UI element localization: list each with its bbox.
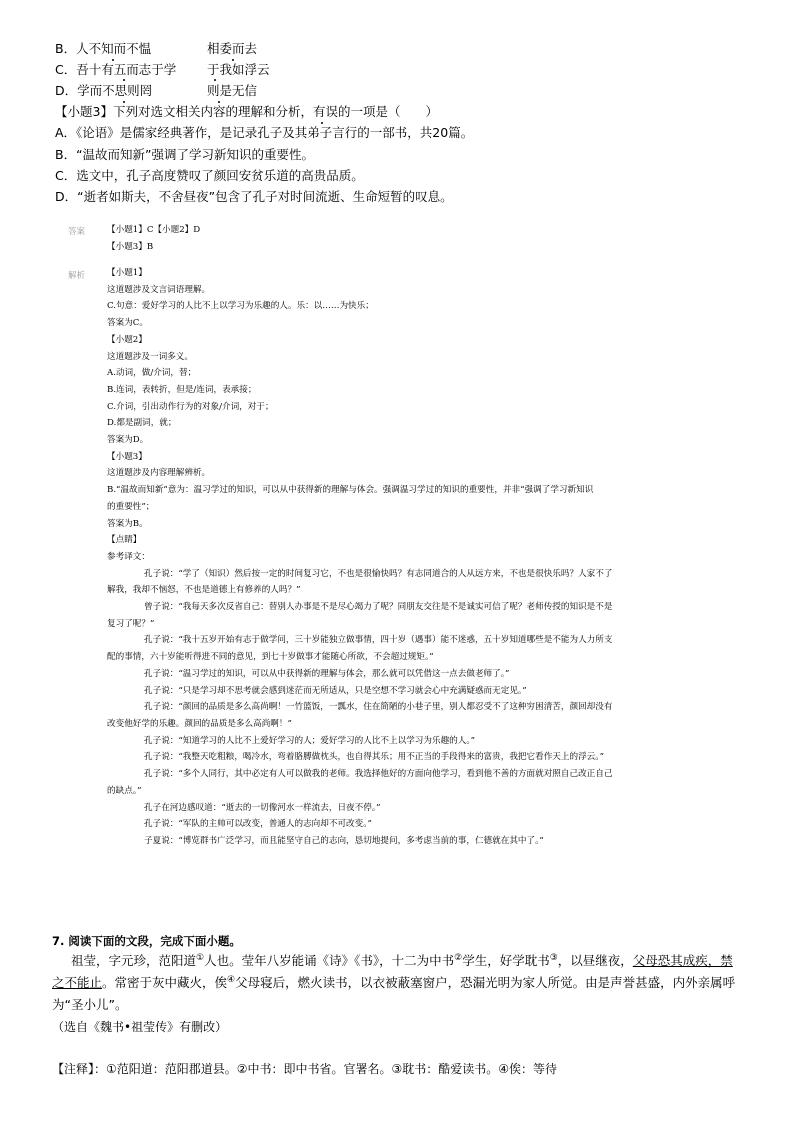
translation-line: 孔子说：“温习学过的知识，可以从中获得新的理解与体会，那么就可以凭借这一点去做老师了。” bbox=[144, 668, 510, 679]
translation-line: 孔子说：“多个人同行，其中必定有人可以做我的老师。我选择他好的方面向他学习，看到他不善的方面就对照自己改正自己 bbox=[144, 769, 613, 780]
question-7-heading: 7. 阅读下面的文段，完成下面小题。 bbox=[52, 934, 241, 948]
emphasis-dot bbox=[232, 59, 234, 61]
analysis-line: B.连词，表转折，但是/连词，表承接； bbox=[107, 384, 257, 395]
translation-line: 孔子说：“我十五岁开始有志于做学问，三十岁能独立做事情，四十岁（遇事）能不迷惑，五十岁知道哪些是不能为人力所支 bbox=[144, 635, 613, 646]
q3-option-c: C．选文中，孔子高度赞叹了颜回安贫乐道的高贵品质。 bbox=[55, 168, 364, 183]
analysis-line: 的重要性”； bbox=[107, 501, 155, 512]
option-d-text: D．学而不思则罔 bbox=[55, 83, 153, 98]
emphasis-dot bbox=[214, 79, 216, 81]
underlined-sentence: 父母恐其成疾，禁之不能止 bbox=[52, 953, 733, 990]
footnote-4-marker: ④ bbox=[227, 974, 236, 985]
option-c-text: C．吾十有五而志于学 bbox=[55, 62, 177, 77]
translation-line: 的缺点。” bbox=[107, 785, 142, 796]
translation-line: 孔子在河边感叹道：“逝去的一切像河水一样流去，日夜不停。” bbox=[144, 802, 381, 813]
analysis-line: 答案为C。 bbox=[107, 318, 148, 329]
analysis-line: 参考译文： bbox=[107, 551, 150, 562]
answer-line: 【小题3】B bbox=[107, 241, 154, 252]
analysis-block bbox=[107, 265, 747, 850]
analysis-line: C.介词，引出动作行为的对象/介词，对于； bbox=[107, 401, 274, 412]
question-7-passage bbox=[52, 950, 742, 1016]
question-3-stem: 【小题3】下列对选文相关内容的理解和分析，有误的一项是（ ） bbox=[55, 104, 438, 119]
footnote-2-marker: ② bbox=[454, 952, 463, 963]
analysis-line: 这道题涉及内容理解辨析。 bbox=[107, 468, 211, 479]
analysis-line: B.“温故而知新”意为：温习学过的知识，可以从中获得新的理解与体会。强调温习学过的知识的重要性，并非“强调了学习新知识 bbox=[107, 485, 594, 496]
emphasis-dot bbox=[123, 101, 125, 103]
analysis-line: 答案为B。 bbox=[107, 518, 148, 529]
q3-option-a: A．《论语》是儒家经典著作，是记录孔子及其弟子言行的一部书，共20篇。 bbox=[55, 125, 474, 140]
translation-line: 曾子说：“我每天多次反省自己：替别人办事是不是尽心竭力了呢？同朋友交往是不是诚实可信了呢？老师传授的知识是不是 bbox=[144, 602, 613, 613]
q3-option-b: B．“温故而知新”强调了学习新知识的重要性。 bbox=[55, 147, 315, 162]
translation-line: 孔子说：“学了（知识）然后按一定的时间复习它，不也是很愉快吗？有志同道合的人从远方来，不也是很快乐吗？人家不了 bbox=[144, 568, 613, 579]
passage-notes: 【注释】：①范阳道：范阳郡道县。②中书：即中书省。官署名。③耽书：酷爱读书。④俟：等待 bbox=[52, 1062, 558, 1076]
option-d-row bbox=[55, 83, 258, 99]
translation-line: 孔子说：“军队的主帅可以改变，普通人的志向却不可改变。” bbox=[144, 819, 372, 830]
analysis-line: 这道题涉及文言词语理解。 bbox=[107, 284, 211, 295]
emphasis-dot bbox=[112, 59, 114, 61]
analysis-line: 【小题2】 bbox=[107, 334, 147, 345]
option-b-text: B．人不知而不愠 bbox=[55, 41, 152, 56]
emphasis-dot bbox=[321, 122, 323, 124]
emphasis-dot bbox=[123, 79, 125, 81]
analysis-line: 【点睛】 bbox=[107, 535, 142, 546]
analysis-label: 解析 bbox=[68, 271, 86, 281]
option-b-row bbox=[55, 41, 258, 57]
analysis-line: D.都是副词，就； bbox=[107, 418, 177, 429]
q3-option-d: D．“逝者如斯夫，不舍昼夜”包含了孔子对时间流逝、生命短暂的叹息。 bbox=[55, 189, 453, 204]
analysis-line: 【小题1】 bbox=[107, 268, 147, 278]
answer-block bbox=[107, 222, 200, 255]
footnote-1-marker: ① bbox=[196, 952, 205, 963]
footnote-3-marker: ③ bbox=[549, 952, 558, 963]
emphasis-dot bbox=[218, 101, 220, 103]
analysis-line: 【小题3】 bbox=[107, 451, 147, 462]
translation-line: 子夏说：“博览群书广泛学习，而且能坚守自己的志向，恳切地提问，多考虑当前的事，仁德就在其中了。” bbox=[144, 835, 544, 846]
answer-line: 【小题1】C【小题2】D bbox=[107, 225, 201, 235]
option-c-row bbox=[55, 62, 270, 78]
translation-line: 孔子说：“我整天吃粗粮，喝冷水，弯着胳膊做枕头，也自得其乐；用不正当的手段得来的富贵，我把它看作天上的浮云。” bbox=[144, 752, 604, 763]
translation-line: 孔子说：“只是学习却不思考就会感到迷茫而无所适从，只是空想不学习就会心中充满疑惑而无定见。” bbox=[144, 685, 527, 696]
analysis-line: 这道题涉及一词多义。 bbox=[107, 351, 193, 362]
answer-label: 答案 bbox=[68, 227, 86, 237]
translation-line: 孔子说：“知道学习的人比不上爱好学习的人；爱好学习的人比不上以学习为乐趣的人。” bbox=[144, 735, 476, 746]
analysis-line: C.句意：爱好学习的人比不上以学习为乐趣的人。乐：以……为快乐； bbox=[107, 301, 374, 312]
option-b-compare: 相委而去 bbox=[207, 41, 258, 56]
analysis-line: A.动词，做/介词，替； bbox=[107, 368, 197, 379]
option-c-compare: 于我如浮云 bbox=[207, 62, 270, 77]
option-d-compare: 则是无信 bbox=[207, 83, 258, 98]
passage-paragraph: 祖莹，字元珍，范阳道①人也。莹年八岁能诵《诗》《书》，十二为中书②学生，好学耽书③，以昼继夜，父母恐其成疾，禁之不能止。常密于灰中藏火，俟④父母寝后，燃火读书，以衣被蔽塞窗户，恐漏光明为家人所觉。由是声誉甚盛，内外亲属呼为“圣小儿”。 bbox=[52, 952, 736, 1012]
translation-line: 解我，我却不恼怒，不也是道德上有修养的人吗？” bbox=[107, 585, 301, 596]
passage-source: （选自《魏书•祖莹传》有删改） bbox=[52, 1020, 228, 1034]
translation-line: 孔子说：“颜回的品质是多么高尚啊！一竹篮饭，一瓢水，住在简陋的小巷子里，别人都忍受不了这种穷困清苦，颜回却没有 bbox=[144, 702, 613, 713]
translation-line: 复习了呢？” bbox=[107, 618, 155, 629]
translation-line: 配的事情，六十岁能听得进不同的意见，到七十岁做事才能随心所欲，不会超过规矩。” bbox=[107, 652, 434, 663]
translation-line: 改变他好学的乐趣。颜回的品质是多么高尚啊！” bbox=[107, 718, 292, 729]
analysis-line: 答案为D。 bbox=[107, 435, 149, 446]
